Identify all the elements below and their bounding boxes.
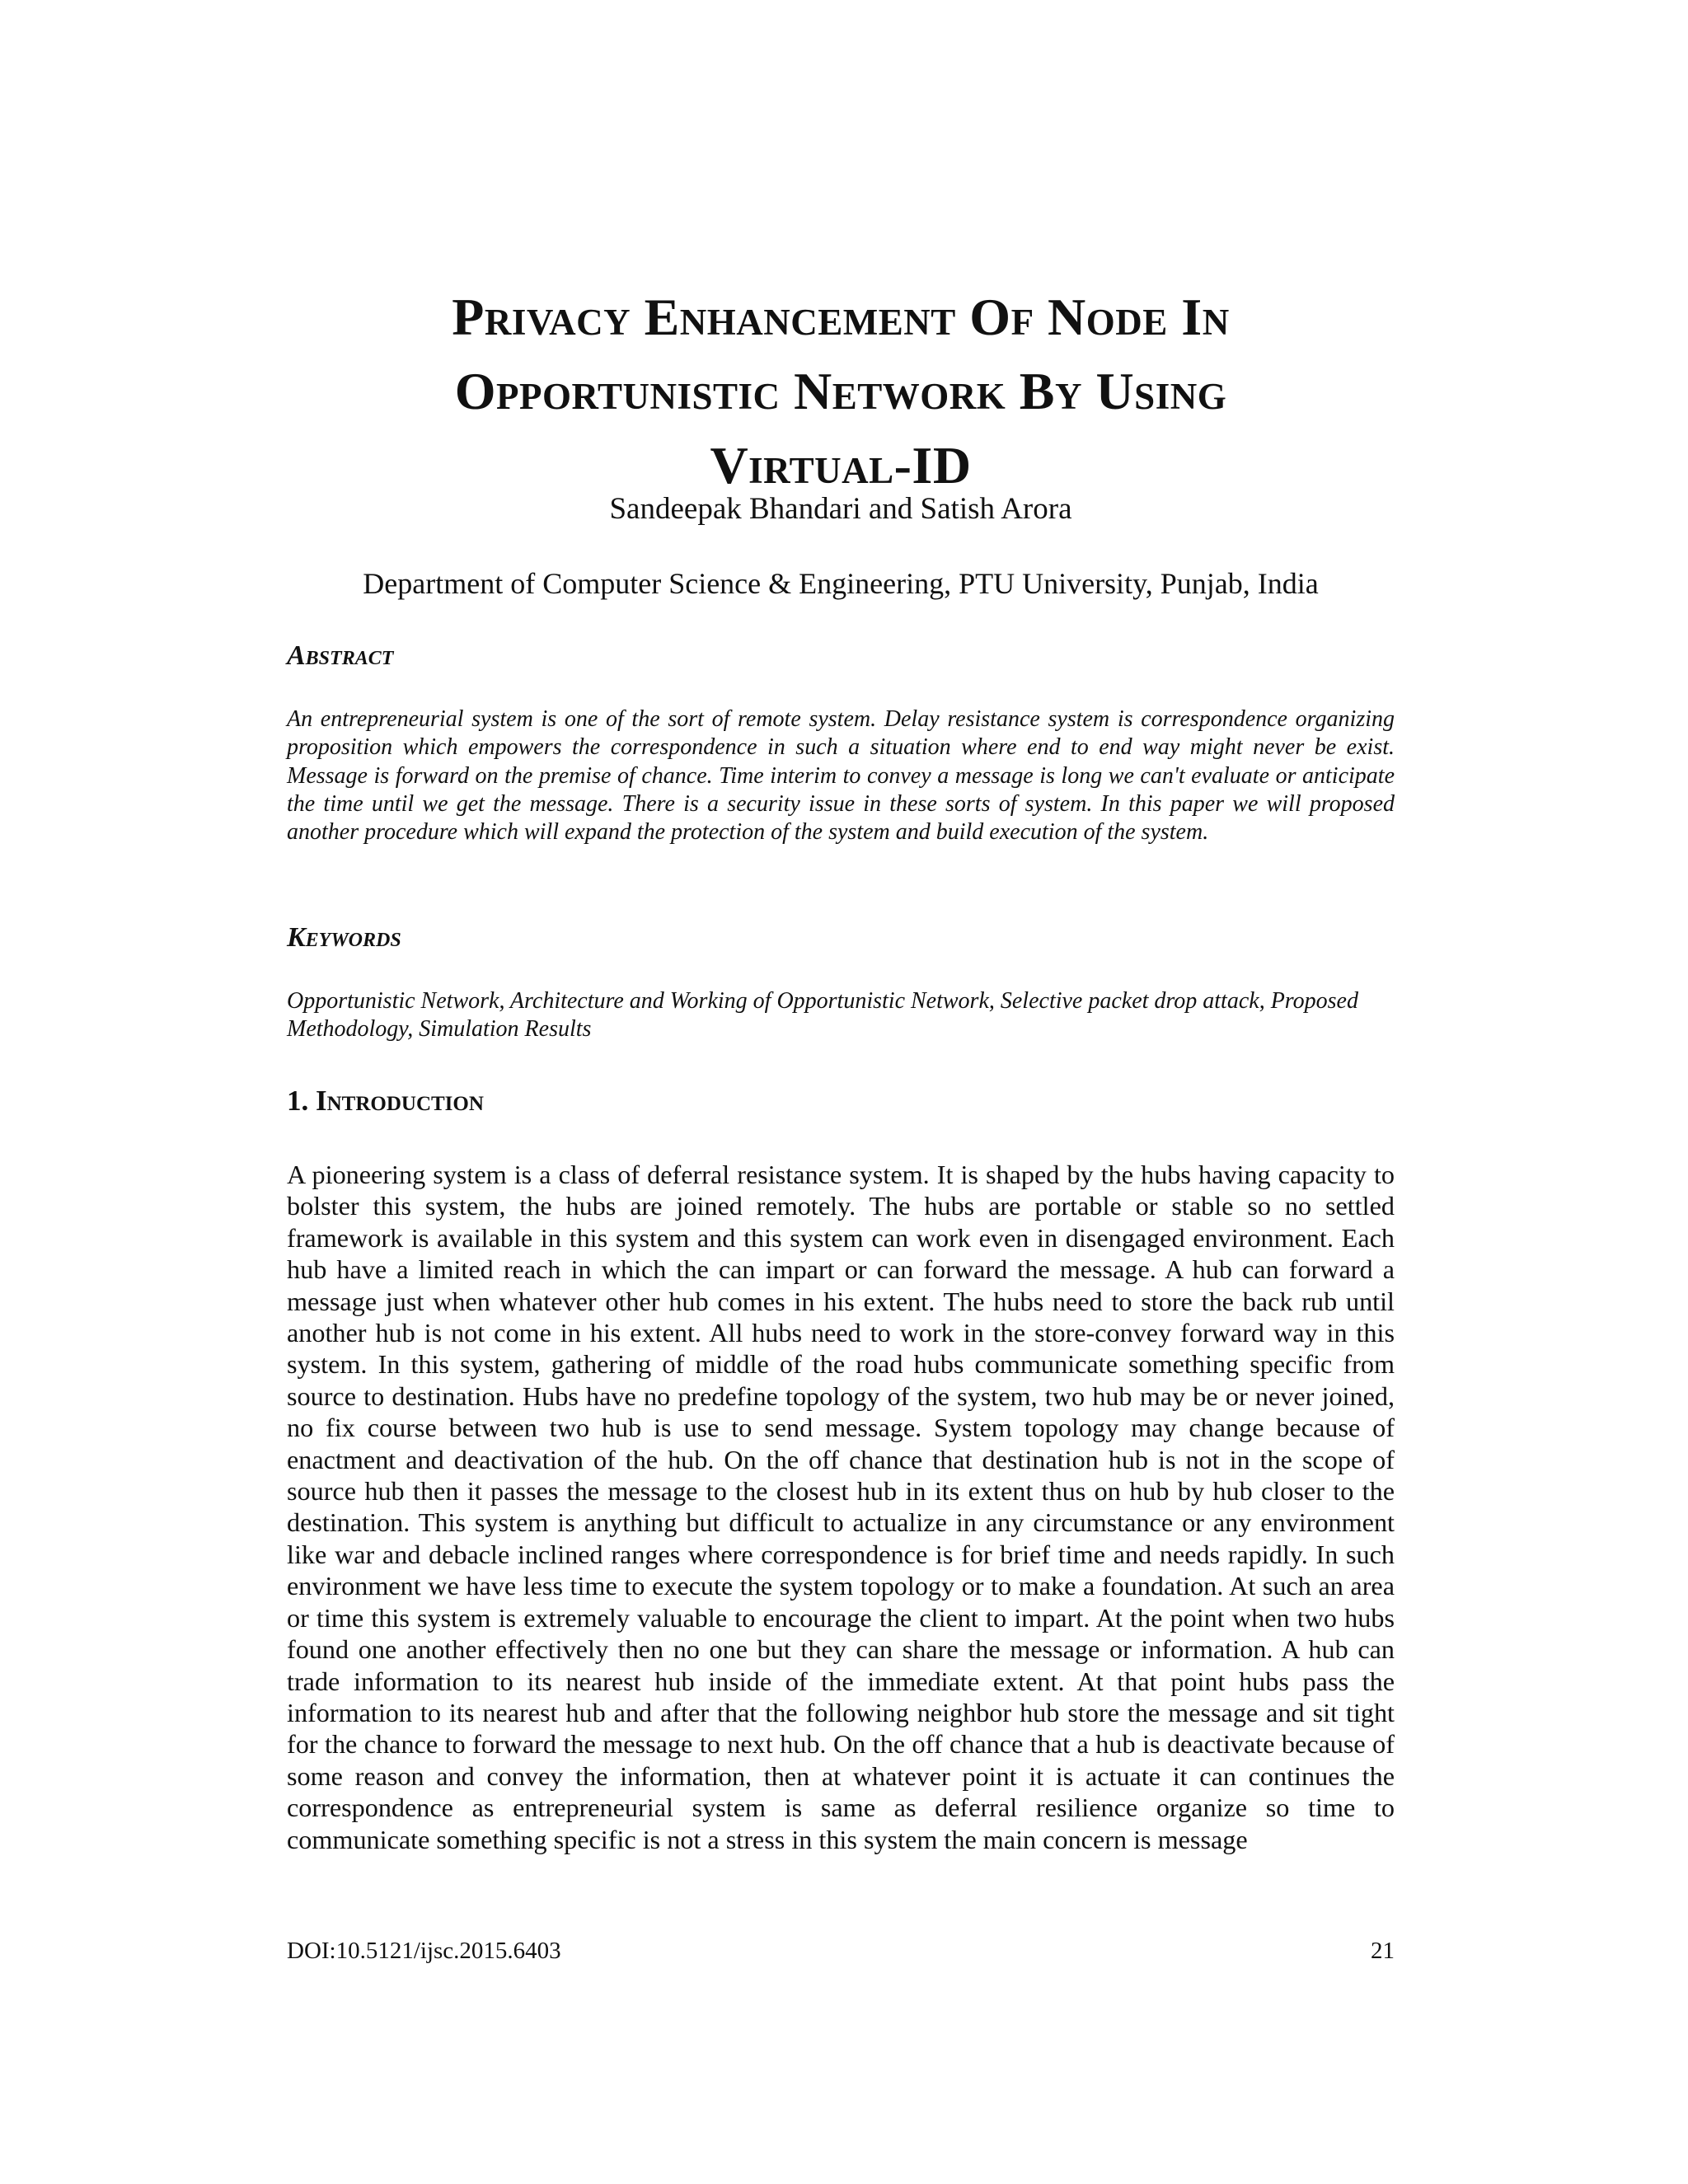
title-line-1: Privacy Enhancement Of Node In (452, 288, 1230, 346)
keywords-heading: Keywords (287, 922, 401, 953)
footer-page-number: 21 (1371, 1938, 1395, 1964)
paper-authors: Sandeepak Bhandari and Satish Arora (609, 492, 1072, 526)
paper-title (287, 280, 1395, 503)
introduction-text: A pioneering system is a class of deferral resistance system. It is shaped by the hubs having capacity to bolster this system, the hubs are joined remotely. The hubs are portable or stable so no settled framework is available in this system and this system can work even in disengaged environment. Each hub have a limited reach in which the can impart or can forward the message. A hub can forward a message just when whatever other hub comes in his extent. The hubs need to store the back rub until another hub is not come in his extent. All hubs need to work in the store-convey forward way in this system. In this system, gathering of middle of the road hubs communicate something specific from source to destination. Hubs have no predefine topology of the system, two hub may be or never joined, no fix course between two hub is use to send message. System topology may change because of enactment and deactivation of the hub. On the off chance that destination hub is not in the scope of source hub then it passes the message to the closest hub in its extent thus on hub by hub closer to the destination. This system is anything but difficult to actualize in any circumstance or any environment like war and debacle inclined ranges where correspondence is for brief time and needs rapidly. In such environment we have less time to execute the system topology or to make a foundation. At such an area or time this system is extremely valuable to encourage the client to impart. At the point when two hubs found one another effectively then no one but they can share the message or information. A hub can trade information to its nearest hub inside of the immediate extent. At that point hubs pass the information to its nearest hub and after that the following neighbor hub store the message and sit tight for the chance to forward the message to next hub. On the off chance that a hub is deactivate because of some reason and convey the information, then at whatever point it is actuate it can continues the correspondence as entrepreneurial system is same as deferral resilience organize so time to communicate something specific is not a stress in this system the main concern is message (287, 1160, 1395, 1854)
paper-affiliation: Department of Computer Science & Engineering, PTU University, Punjab, India (363, 567, 1319, 600)
title-line-3: Virtual-ID (710, 436, 972, 494)
footer-doi: DOI:10.5121/ijsc.2015.6403 (287, 1938, 561, 1964)
abstract-text: An entrepreneurial system is one of the sort of remote system. Delay resistance system is correspondence organizing proposition which empowers the correspondence in such a situation where end to end way might never be exist. Message is forward on the premise of chance. Time interim to convey a message is long we can't evaluate or anticipate the time until we get the message. There is a security issue in these sorts of system. In this paper we will proposed another procedure which will expand the protection of the system and build execution of the system. (287, 706, 1395, 846)
keywords-text: Opportunistic Network, Architecture and Working of Opportunistic Network, Selective packet drop attack, Proposed Methodology, Simulation Results (287, 988, 1358, 1043)
title-line-2: Opportunistic Network By Using (454, 362, 1227, 420)
abstract-heading: Abstract (287, 640, 394, 671)
introduction-heading: 1. Introduction (287, 1085, 484, 1117)
paper-page (287, 0, 1395, 2184)
